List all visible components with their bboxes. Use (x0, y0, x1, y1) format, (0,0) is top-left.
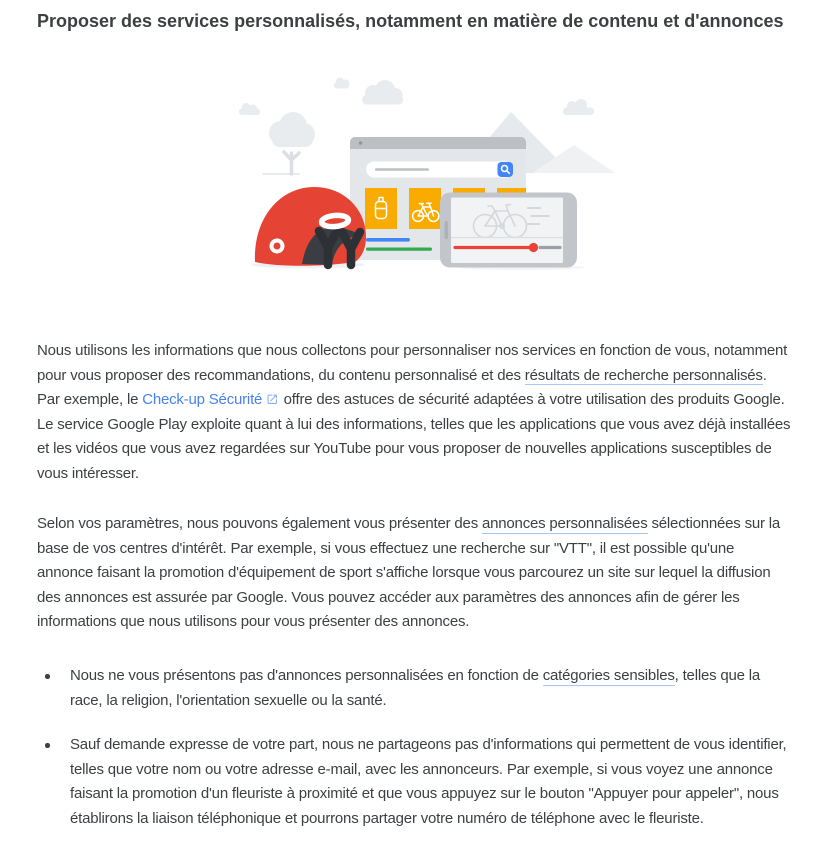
bullet-marker (45, 674, 50, 679)
list-item (37, 664, 793, 713)
search-button (498, 162, 514, 177)
paragraphs (37, 339, 793, 635)
cloud-icon (563, 99, 594, 115)
paragraph (37, 512, 793, 635)
text-run: offre des astuces de sécurité adaptées à votre utilisation des produits Google. Le service Google Play exploite quant à lui des informations, telles que les applications que vous avez déjà installées et les vidéos que vous avez regardées sur YouTube pour vous proposer de nouvelles applications susceptibles de vous intéresser. (37, 391, 791, 482)
helmet-icon (255, 187, 366, 266)
text-run: Sauf demande expresse de votre part, nous ne partageons pas d'informations qui permettent de vous identifier, telles que votre nom ou votre adresse e-mail, avec les annonceurs. Par exemple, si vous voyez une annonce faisant la promotion d'un fleuriste à proximité et que vous appuyez sur le bouton "Appuyer pour appeler", nous établirons la liaison téléphonique et pourrons partager votre numéro de téléphone avec le fleuriste. (70, 736, 787, 827)
tree-icon (262, 112, 315, 175)
text-run: , telles que la race, la religion, l'orientation sexuelle ou la santé. (70, 667, 761, 709)
paragraph (37, 339, 793, 486)
text-run: Nous utilisons les informations que nous collectons pour personnaliser nos services en fonction de vous, notamment pour vous proposer des recommandations, du contenu personnalisé et des (37, 342, 788, 384)
cloud-icon (362, 80, 403, 105)
page-title: Proposer des services personnalisés, notamment en matière de contenu et d'annonces (37, 11, 784, 31)
bullet-marker (45, 743, 50, 748)
text-run: . Par exemple, le (37, 366, 767, 409)
cloud-icon (334, 78, 350, 89)
defined-term-link[interactable]: catégories sensibles (542, 667, 675, 685)
text-run: Selon vos paramètres, nous pouvons également vous présenter des (37, 515, 482, 533)
defined-term-link[interactable]: annonces personnalisées (481, 515, 648, 533)
hero-illustration (222, 75, 642, 285)
defined-term-link[interactable]: résultats de recherche personnalisés (524, 366, 763, 384)
list-item (37, 733, 793, 831)
browser-titlebar (350, 137, 526, 149)
progress-line-green (366, 248, 432, 251)
progress-dot (529, 243, 538, 252)
search-bar (366, 162, 513, 178)
open-in-new-icon (266, 393, 279, 406)
text-run: Nous ne vous présentons pas d'annonces personnalisées en fonction de (70, 667, 543, 685)
progress-line-blue (366, 238, 410, 242)
external-link[interactable]: Check-up Sécurité (142, 391, 280, 408)
bullet-list (37, 664, 793, 831)
window-control-dot (359, 141, 363, 145)
phone (440, 193, 577, 268)
cloud-icon (239, 103, 260, 115)
product-card (409, 188, 441, 229)
text-run: sélectionnées sur la base de vos centres d'intérêt. Par exemple, si vous effectuez une recherche sur "VTT", il est possible qu'une annonce faisant la promotion d'équipement de sport s'affiche lorsque vous parcourez un site sur lequel la diffusion des annonces est assurée par Google. Vous pouvez accéder aux paramètres des annonces afin de gérer les informations que nous utilisons pour vous présenter des annonces. (37, 515, 781, 631)
phone-earpiece (445, 221, 449, 239)
